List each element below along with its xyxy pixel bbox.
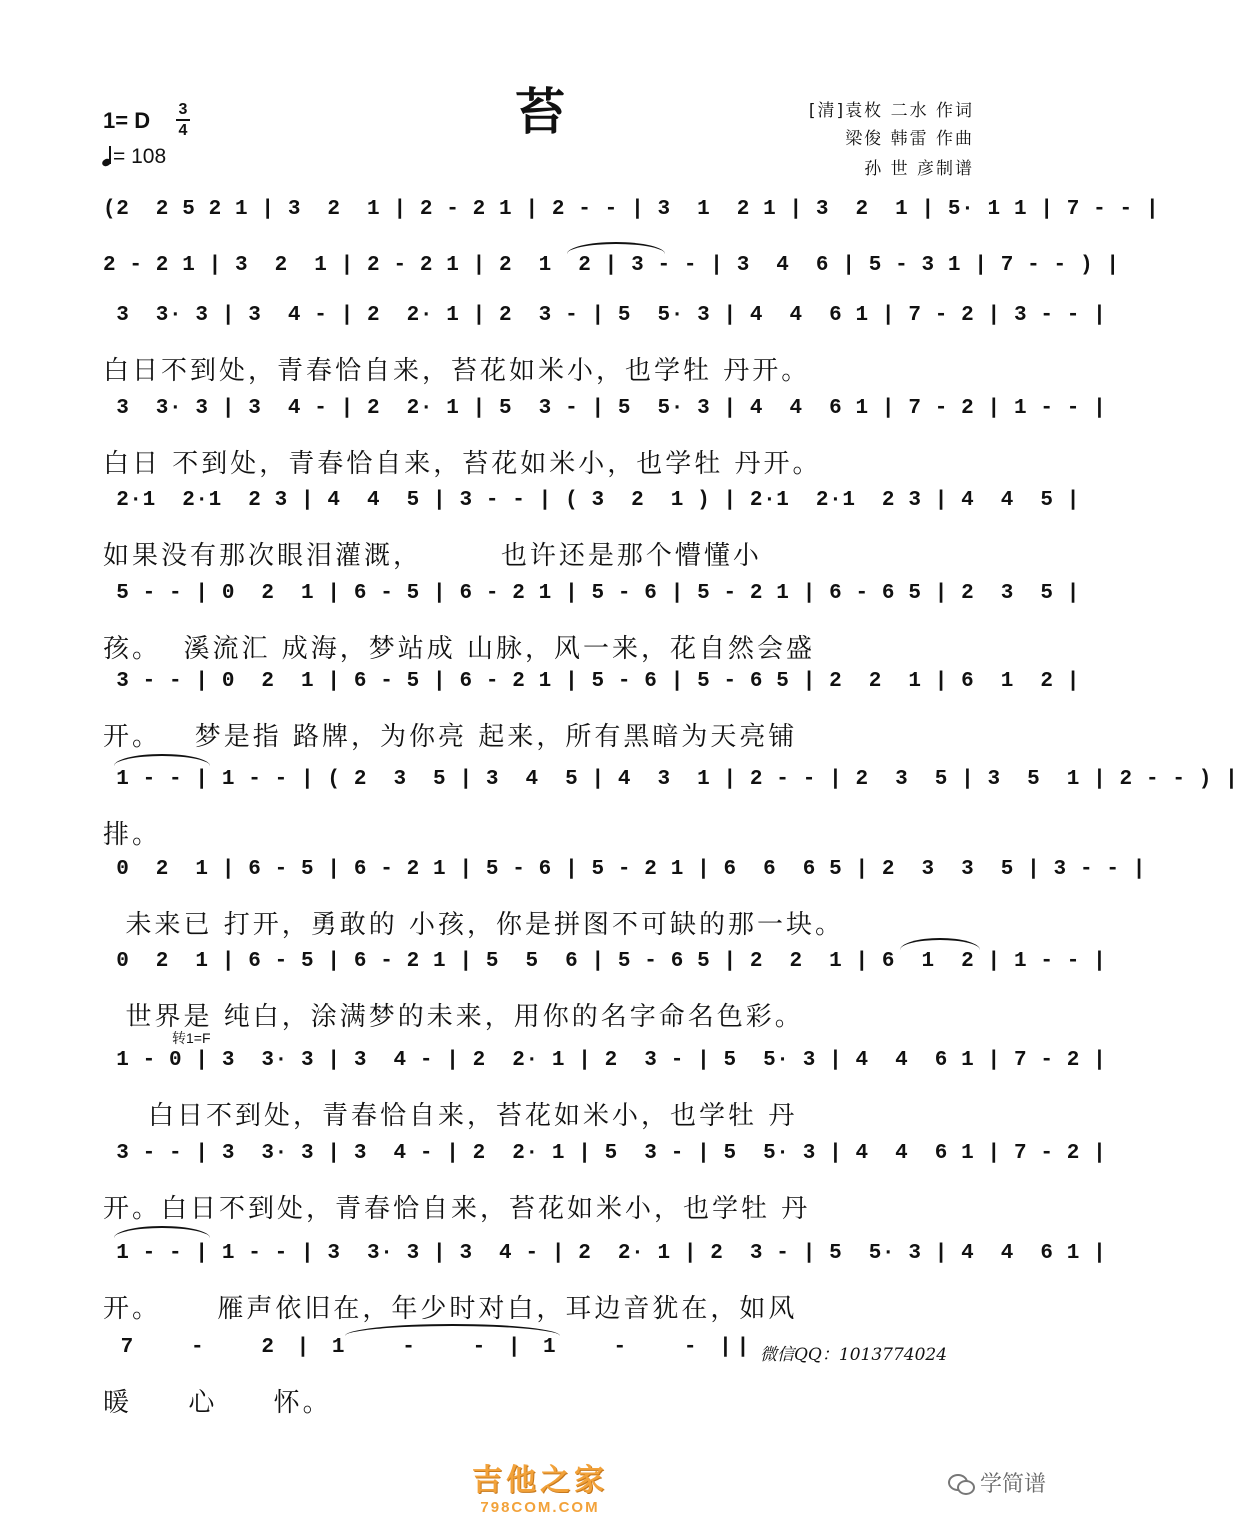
quarter-note-icon — [102, 146, 113, 166]
lyric-line: 开。 梦是指 路牌，为你亮 起来，所有黑暗为天亮铺 — [103, 722, 798, 752]
song-title: 苔 — [515, 82, 565, 141]
lyric-line: 如果没有那次眼泪灌溉， 也许还是那个懵懂小 — [103, 541, 762, 571]
channel-name: 学简谱 — [979, 1472, 1046, 1497]
tie-arc — [114, 754, 210, 766]
composer-credit: 梁俊 韩雷 作曲 — [845, 129, 974, 149]
lyric-line: 白日不到处，青春恰自来，苔花如米小，也学牡 丹开。 — [103, 356, 811, 386]
notation-row — [103, 1140, 1107, 1174]
notation-row — [103, 196, 1160, 230]
notation-row — [103, 948, 1107, 982]
lyric-line: 孩。 溪流汇 成海，梦站成 山脉，风一来，花自然会盛 — [103, 634, 816, 664]
lyric-line: 暖 心 怀。 — [103, 1388, 332, 1418]
lyric-line: 未来已 打开，勇敢的 小孩，你是拼图不可缺的那一块。 — [103, 910, 845, 940]
lyric-line: 开。 雁声依旧在，年少时对白，耳边音犹在，如风 — [103, 1294, 798, 1324]
tie-arc — [567, 242, 665, 254]
notation-row — [103, 395, 1107, 429]
notation-text: 1 - - | 1 - - | 3 3· 3 | 3 4 - | 2 2· 1 | 2 3 - | 5 5· 3 | 4 4 6 1 | — [103, 1242, 1107, 1265]
lyric-line: 世界是 纯白，涂满梦的未来，用你的名字命名色彩。 — [103, 1002, 804, 1032]
notation-text: 7 - 2 | 1 - - | 1 - - || — [103, 1336, 755, 1359]
notation-text: 1 - - | 1 - - | ( 2 3 5 | 3 4 5 | 4 3 1 | 2 - - | 2 3 5 | 3 5 1 | 2 - - ) | — [103, 768, 1238, 791]
tempo-value: = 108 — [113, 145, 167, 168]
lyric-line: 排。 — [103, 820, 162, 850]
watermark-title: 吉他之家 — [472, 1463, 608, 1498]
notation-row — [103, 668, 1080, 702]
notation-row — [103, 252, 1120, 286]
notation-row — [103, 856, 1146, 890]
notation-row — [103, 302, 1107, 336]
tempo-marking — [102, 145, 166, 169]
time-signature-bottom: 4 — [178, 122, 188, 139]
lyric-line: 白日 不到处，青春恰自来，苔花如米小，也学牡 丹开。 — [103, 449, 822, 479]
transcriber-credit: 孙 世 彦制谱 — [864, 159, 974, 179]
lyricist-credit: [清]袁枚 二水 作词 — [808, 101, 974, 121]
key-change-marking: 转1=F — [172, 1030, 211, 1046]
notation-row — [103, 1240, 1107, 1274]
notation-text: 3 - - | 0 2 1 | 6 - 5 | 6 - 2 1 | 5 - 6 | 5 - 6 5 | 2 2 1 | 6 1 2 | — [103, 670, 1080, 693]
lyric-line: 白日不到处，青春恰自来，苔花如米小，也学牡 丹 — [103, 1101, 798, 1131]
notation-text: 1 - 0 | 3 3· 3 | 3 4 - | 2 2· 1 | 2 3 - | 5 5· 3 | 4 4 6 1 | 7 - 2 | — [103, 1049, 1107, 1072]
notation-text: 2 - 2 1 | 3 2 1 | 2 - 2 1 | 2 1 2 | 3 - - | 3 4 6 | 5 - 3 1 | 7 - - ) | — [103, 254, 1120, 277]
notation-text: 3 3· 3 | 3 4 - | 2 2· 1 | 5 3 - | 5 5· 3 | 4 4 6 1 | 7 - 2 | 1 - - | — [103, 397, 1107, 420]
notation-text: 5 - - | 0 2 1 | 6 - 5 | 6 - 2 1 | 5 - 6 | 5 - 2 1 | 6 - 6 5 | 2 3 5 | — [103, 582, 1080, 605]
channel-badge — [948, 1467, 1046, 1498]
notation-text: 0 2 1 | 6 - 5 | 6 - 2 1 | 5 - 6 | 5 - 2 1 | 6 6 6 5 | 2 3 3 5 | 3 - - | — [103, 858, 1146, 881]
lyric-line: 开。白日不到处，青春恰自来，苔花如米小，也学牡 丹 — [103, 1194, 811, 1224]
notation-text: 2·1 2·1 2 3 | 4 4 5 | 3 - - | ( 3 2 1 ) | 2·1 2·1 2 3 | 4 4 5 | — [103, 489, 1080, 512]
notation-row — [103, 1047, 1107, 1081]
notation-text: (2 2 5 2 1 | 3 2 1 | 2 - 2 1 | 2 - - | 3 1 2 1 | 3 2 1 | 5· 1 1 | 7 - - | — [103, 198, 1160, 221]
wechat-icon — [948, 1474, 974, 1494]
notation-row — [103, 487, 1080, 521]
time-signature — [174, 100, 192, 140]
tie-arc — [114, 1226, 210, 1238]
watermark-url: 798COM.COM — [480, 1499, 600, 1516]
notation-text: 3 3· 3 | 3 4 - | 2 2· 1 | 2 3 - | 5 5· 3 | 4 4 6 1 | 7 - 2 | 3 - - | — [103, 304, 1107, 327]
tie-arc — [345, 1324, 560, 1336]
site-watermark — [0, 1455, 1080, 1516]
notation-text: 0 2 1 | 6 - 5 | 6 - 2 1 | 5 5 6 | 5 - 6 5 | 2 2 1 | 6 1 2 | 1 - - | — [103, 950, 1107, 973]
notation-text: 3 - - | 3 3· 3 | 3 4 - | 2 2· 1 | 5 3 - | 5 5· 3 | 4 4 6 1 | 7 - 2 | — [103, 1142, 1107, 1165]
notation-row — [103, 580, 1080, 614]
time-signature-top: 3 — [178, 101, 188, 118]
key-signature: 1= D — [103, 108, 151, 133]
contact-info: 微信QQ：1013774024 — [760, 1345, 948, 1365]
notation-row — [103, 766, 1238, 800]
